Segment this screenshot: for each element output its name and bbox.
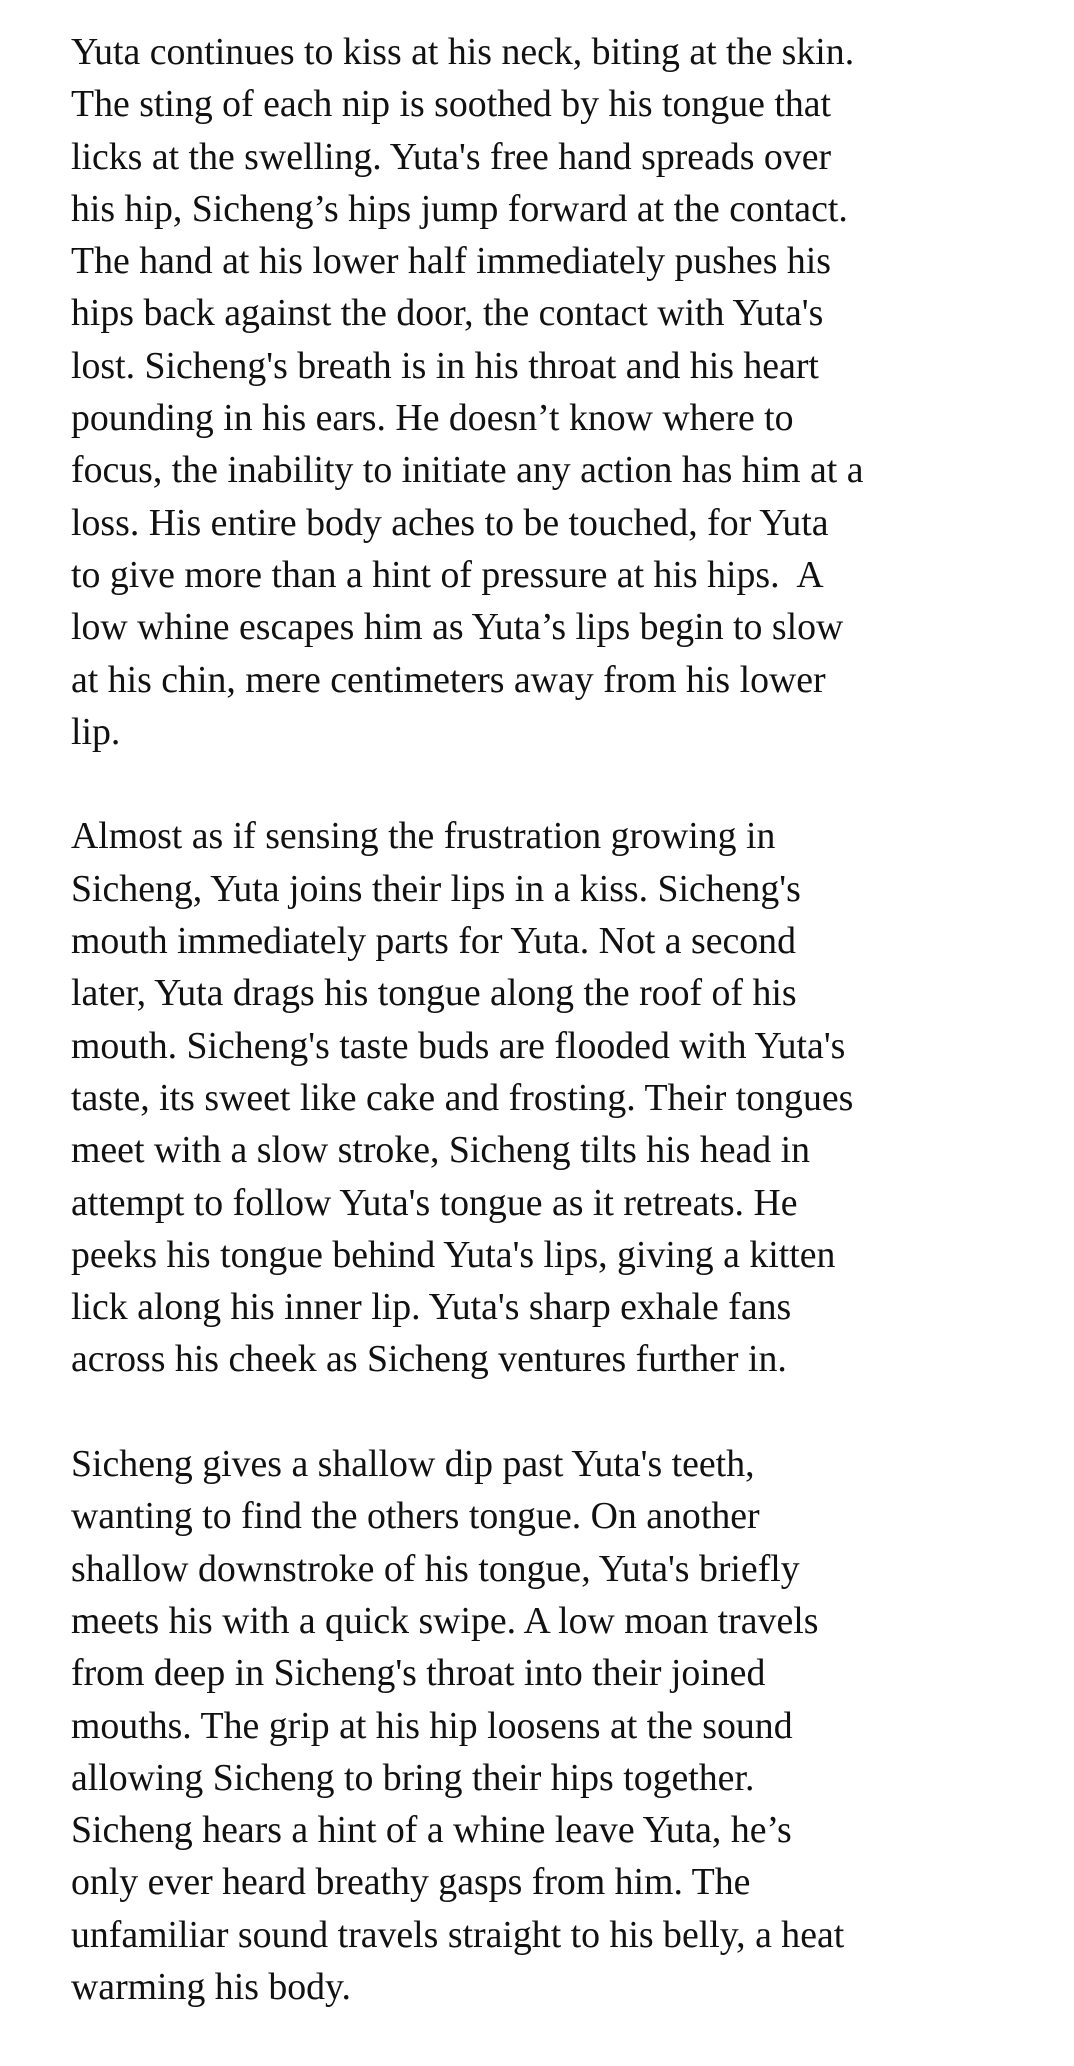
text-line: shallow downstroke of his tongue, Yuta's briefly bbox=[71, 1547, 800, 1590]
text-line: at his chin, mere centimeters away from his lower bbox=[71, 658, 826, 701]
text-line: wanting to find the others tongue. On another bbox=[71, 1495, 760, 1538]
document-body bbox=[71, 26, 1061, 2066]
text-line: to give more than a hint of pressure at his hips. A bbox=[71, 553, 824, 596]
paragraph-2 bbox=[71, 810, 1061, 1385]
text-line: focus, the inability to initiate any action has him at a bbox=[71, 449, 864, 492]
text-line: mouth. Sicheng's taste buds are flooded with Yuta's bbox=[71, 1024, 846, 1067]
text-line: Sicheng hears a hint of a whine leave Yuta, he’s bbox=[71, 1809, 792, 1852]
text-line: Sicheng gives a shallow dip past Yuta's teeth, bbox=[71, 1443, 755, 1486]
text-line: his hip, Sicheng’s hips jump forward at the contact. bbox=[71, 187, 848, 230]
text-line: lost. Sicheng's breath is in his throat and his heart bbox=[71, 344, 819, 387]
text-line: across his cheek as Sicheng ventures further in. bbox=[71, 1338, 787, 1381]
text-line: lip. bbox=[71, 710, 121, 753]
text-line: later, Yuta drags his tongue along the roof of his bbox=[71, 972, 797, 1015]
text-line: Yuta continues to kiss at his neck, biting at the skin. bbox=[71, 31, 855, 73]
text-line: only ever heard breathy gasps from him. The bbox=[71, 1861, 751, 1904]
text-line: low whine escapes him as Yuta’s lips begin to slow bbox=[71, 606, 844, 649]
text-line: Almost as if sensing the frustration growing in bbox=[71, 815, 776, 858]
text-line: meets his with a quick swipe. A low moan travels bbox=[71, 1599, 819, 1642]
paragraph-1 bbox=[71, 26, 1061, 758]
text-line: lick along his inner lip. Yuta's sharp exhale fans bbox=[71, 1286, 792, 1329]
text-line: warming his body. bbox=[71, 1965, 351, 2008]
text-line: mouths. The grip at his hip loosens at the sound bbox=[71, 1704, 793, 1747]
text-line: The hand at his lower half immediately pushes his bbox=[71, 240, 831, 283]
text-line: from deep in Sicheng's throat into their joined bbox=[71, 1652, 766, 1695]
text-line: The sting of each nip is soothed by his tongue that bbox=[71, 83, 832, 126]
text-line: taste, its sweet like cake and frosting. Their tongues bbox=[71, 1076, 854, 1119]
text-line: pounding in his ears. He doesn’t know where to bbox=[71, 397, 794, 440]
paragraph-3 bbox=[71, 1438, 1061, 2013]
text-line: peeks his tongue behind Yuta's lips, giving a kitten bbox=[71, 1233, 836, 1276]
text-line: unfamiliar sound travels straight to his belly, a heat bbox=[71, 1913, 845, 1956]
text-line: licks at the swelling. Yuta's free hand spreads over bbox=[71, 135, 832, 178]
text-line: allowing Sicheng to bring their hips together. bbox=[71, 1756, 755, 1799]
text-line: mouth immediately parts for Yuta. Not a second bbox=[71, 920, 796, 963]
text-line: loss. His entire body aches to be touched, for Yuta bbox=[71, 501, 829, 544]
text-line: attempt to follow Yuta's tongue as it retreats. He bbox=[71, 1181, 798, 1224]
text-line: meet with a slow stroke, Sicheng tilts his head in bbox=[71, 1129, 811, 1172]
text-line: Sicheng, Yuta joins their lips in a kiss. Sicheng's bbox=[71, 867, 801, 910]
text-line: hips back against the door, the contact with Yuta's bbox=[71, 292, 824, 335]
